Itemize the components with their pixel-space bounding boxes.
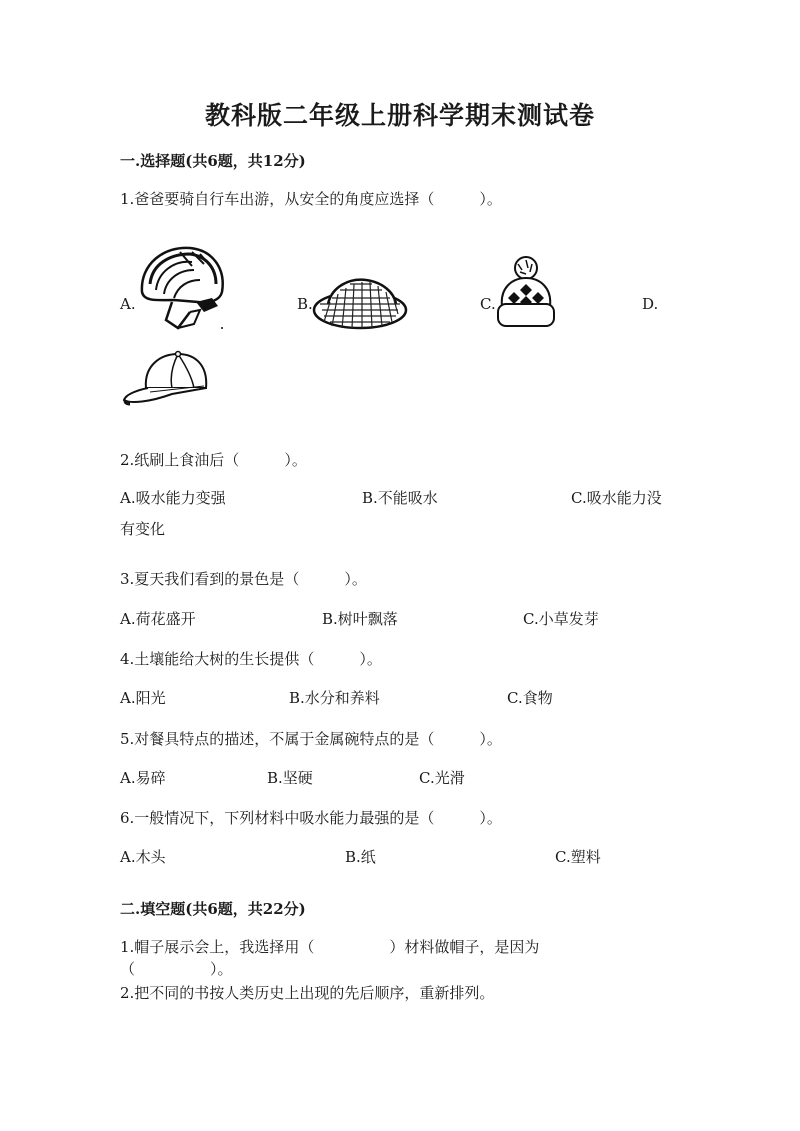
bicycle-helmet-image: [134, 240, 230, 336]
question-6-option-a: A.木头: [120, 848, 166, 866]
question-2-option-c: C.吸水能力没: [571, 489, 662, 507]
section-heading-choice: 一.选择题(共6题，共12分): [120, 152, 306, 170]
question-3-option-c: C.小草发芽: [523, 610, 599, 628]
question-1-option-a: A.: [120, 295, 136, 313]
question-3-option-b: B.树叶飘落: [322, 610, 398, 628]
question-1-option-b: B.: [297, 295, 313, 313]
question-1-option-c: C.: [480, 295, 496, 313]
question-5-option-b: B.坚硬: [267, 769, 313, 787]
question-3-stem: 3.夏天我们看到的景色是（ ）。: [120, 570, 367, 588]
question-4-stem: 4.土壤能给大树的生长提供（ ）。: [120, 650, 382, 668]
question-5-stem: 5.对餐具特点的描述，不属于金属碗特点的是（ ）。: [120, 730, 502, 748]
question-1-stem: 1.爸爸要骑自行车出游，从安全的角度应选择（ ）。: [120, 190, 502, 208]
question-2-option-a: A.吸水能力变强: [120, 489, 226, 507]
question-6-option-c: C.塑料: [555, 848, 601, 866]
straw-hat-image: [310, 272, 410, 334]
question-5-option-c: C.光滑: [419, 769, 465, 787]
question-6-option-b: B.纸: [345, 848, 376, 866]
question-6-stem: 6.一般情况下，下列材料中吸水能力最强的是（ ）。: [120, 809, 502, 827]
fill-question-2-stem: 2.把不同的书按人类历史上出现的先后顺序，重新排列。: [120, 984, 495, 1002]
question-3-option-a: A.荷花盛开: [120, 610, 196, 628]
question-2-option-b: B.不能吸水: [362, 489, 438, 507]
knit-hat-image: [494, 254, 558, 332]
question-4-option-b: B.水分和养料: [289, 689, 380, 707]
question-2-option-c-cont: 有变化: [120, 520, 166, 538]
page-title: 教科版二年级上册科学期末测试卷: [204, 101, 595, 130]
question-4-option-a: A.阳光: [120, 689, 166, 707]
fill-question-1-cont: （ ）。: [120, 960, 233, 978]
question-2-stem: 2.纸刷上食油后（ ）。: [120, 451, 307, 469]
baseball-cap-image: [120, 348, 212, 408]
fill-question-1-stem: 1.帽子展示会上，我选择用（ ）材料做帽子，是因为: [120, 938, 540, 956]
question-1-option-d: D.: [642, 295, 659, 313]
section-heading-fill-blank: 二.填空题(共6题，共22分): [120, 900, 306, 918]
question-5-option-a: A.易碎: [120, 769, 166, 787]
question-4-option-c: C.食物: [507, 689, 553, 707]
